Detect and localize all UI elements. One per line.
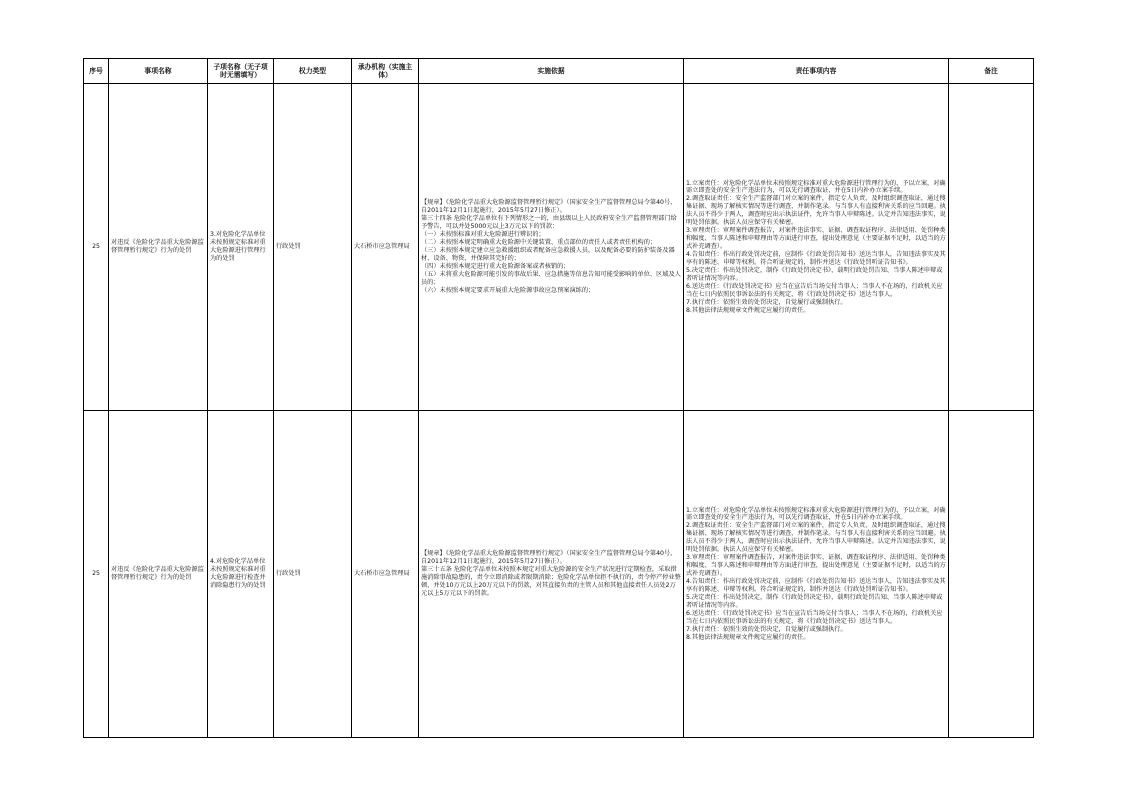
duty-line: 6.送达责任：《行政处罚决定书》应当在宣告后当场交付当事人；当事人不在场的，行政机关应当在七日内依照民事诉讼法的有关规定，将《行政处罚决定书》送达当事人。 xyxy=(686,282,943,298)
cell-item-name: 对违反《危险化学品重大危险源监督管理暂行规定》行为的处罚 xyxy=(109,84,208,411)
header-item-name: 事项名称 xyxy=(109,59,208,84)
cell-duty xyxy=(684,84,949,411)
basis-line: 第三十五条 危险化学品单位未按照本规定对重大危险源的安全生产状况进行定期检查，采取措施消除事故隐患的，责令立即消除或者限期消除；危险化学品单位拒不执行的，责令停产停业整顿，并处10万元以上20万元以下的罚款，对其直接负责的主管人员和其他直接责任人员处2万元以上5万元以下的罚款。 xyxy=(421,566,681,597)
header-power-type: 权力类型 xyxy=(274,59,352,84)
header-seq: 序号 xyxy=(84,59,109,84)
cell-power-type: 行政处罚 xyxy=(274,84,352,411)
basis-line: （一）未按照标准对重大危险源进行辨识的； xyxy=(421,231,545,239)
duty-line: 2.调查取证责任：安全生产监督部门对立案的案件，指定专人负责，及时组织调查取证，通过搜集证据、现场了解核实情况等进行调查，并制作笔录。与当事人有直接利害关系的应当回避。执法人员不得少于两人，调查时应出示执法证件，允许当事人申辩陈述。认定并告知违法事实，说明处罚依据。执法人员应保守有关秘密。 xyxy=(686,522,946,554)
header-row xyxy=(84,59,1034,84)
duty-line: 7.执行责任：依照生效的处罚决定，自觉履行或强制执行。 xyxy=(686,625,847,633)
duty-line: 5.决定责任：作出处罚决定，制作《行政处罚决定书》，载明行政处罚告知、当事人陈述申辩或者听证情况等内容。 xyxy=(686,593,943,609)
duty-line: 2.调查取证责任：安全生产监督部门对立案的案件，指定专人负责，及时组织调查取证，通过搜集证据、现场了解核实情况等进行调查，并制作笔录。与当事人有直接利害关系的应当回避。执法人员不得少于两人，调查时应出示执法证件，允许当事人申辩陈述。认定并告知违法事实，说明处罚依据。执法人员应保守有关秘密。 xyxy=(686,195,946,227)
header-basis: 实施依据 xyxy=(419,59,684,84)
cell-seq: 25 xyxy=(84,84,109,411)
header-sub-item: 子项名称（无子项时无需填写） xyxy=(208,59,274,84)
cell-remark xyxy=(949,84,1034,411)
cell-sub-item: 4.对危险化学品单位未按照规定标准对重大危险源进行检查并消除隐患行为的处罚 xyxy=(208,411,274,738)
cell-seq: 25 xyxy=(84,411,109,738)
duty-line: 3.审理责任：审理案件调查报告，对案件违法事实、证据、调查取证程序、法律适用、处罚种类和幅度、当事人陈述和申辩理由等方面进行审查，提出处理意见（主要证据不足时，以适当的方式补充调查）。 xyxy=(686,227,946,251)
table-row xyxy=(84,411,1034,738)
basis-line: （二）未按照本规定明确重大危险源中关键装置、重点部位的责任人或者责任机构的； xyxy=(421,239,657,247)
cell-organ: 大石桥市应急管理局 xyxy=(352,84,419,411)
duty-line: 7.执行责任：依照生效的处罚决定，自觉履行或强制执行。 xyxy=(686,298,847,306)
duty-line: 1.立案责任：对危险化学品单位未按照规定标准对重大危险源进行管理行为的，予以立案，对确需立即查处的安全生产违法行为，可以先行调查取证，并在5日内补办立案手续。 xyxy=(686,506,946,522)
cell-basis xyxy=(419,84,684,411)
duty-line: 4.告知责任：作出行政处罚决定前，应制作《行政处罚告知书》送达当事人，告知违法事实及其享有的陈述、申辩等权利。符合听证规定的，制作并送达《行政处罚听证告知书》。 xyxy=(686,250,946,266)
cell-power-type: 行政处罚 xyxy=(274,411,352,738)
power-list-table xyxy=(83,58,1034,738)
basis-line: （六）未按照本规定要求开展重大危险源事故应急预案演练的； xyxy=(421,286,595,294)
header-organ: 承办机构（实施主体） xyxy=(352,59,419,84)
cell-duty xyxy=(684,411,949,738)
duty-line: 8.其他法律法规规章文件规定应履行的责任。 xyxy=(686,633,810,641)
duty-line: 6.送达责任：《行政处罚决定书》应当在宣告后当场交付当事人；当事人不在场的，行政机关应当在七日内依照民事诉讼法的有关规定，将《行政处罚决定书》送达当事人。 xyxy=(686,609,943,625)
header-remark: 备注 xyxy=(949,59,1034,84)
header-duty: 责任事项内容 xyxy=(684,59,949,84)
duty-line: 4.告知责任：作出行政处罚决定前，应制作《行政处罚告知书》送达当事人，告知违法事实及其享有的陈述、申辩等权利。符合听证规定的，制作并送达《行政处罚听证告知书》。 xyxy=(686,577,946,593)
cell-sub-item: 3.对危险化学品单位未按照规定标准对重大危险源进行管理行为的处罚 xyxy=(208,84,274,411)
duty-line: 8.其他法律法规规章文件规定应履行的责任。 xyxy=(686,306,810,314)
cell-item-name: 对违反《危险化学品重大危险源监督管理暂行规定》行为的处罚 xyxy=(109,411,208,738)
cell-basis xyxy=(419,411,684,738)
basis-line: （三）未按照本规定建立应急救援组织或者配备应急救援人员，以及配备必要的防护装备及器材、设备、物资，并保障其完好的； xyxy=(421,247,675,262)
duty-line: 3.审理责任：审理案件调查报告，对案件违法事实、证据、调查取证程序、法律适用、处罚种类和幅度、当事人陈述和申辩理由等方面进行审查，提出处理意见（主要证据不足时，以适当的方式补充调查）。 xyxy=(686,554,946,578)
cell-remark xyxy=(949,411,1034,738)
basis-line: 第三十四条 危险化学品单位有下列情形之一的，由县级以上人民政府安全生产监督管理部门给予警告，可以并处5000元以上3万元以下的罚款： xyxy=(421,215,677,231)
basis-line: （四）未按照本规定进行重大危险源备案或者核销的； xyxy=(421,262,570,270)
cell-organ: 大石桥市应急管理局 xyxy=(352,411,419,738)
table-row xyxy=(84,84,1034,411)
basis-line: 【规章】《危险化学品重大危险源监督管理暂行规定》（国家安全生产监督管理总局令第40号，自2011年12月1日起施行，2015年5月27日修正）。 xyxy=(421,199,677,215)
duty-line: 5.决定责任：作出处罚决定，制作《行政处罚决定书》，载明行政处罚告知、当事人陈述申辩或者听证情况等内容。 xyxy=(686,266,943,282)
duty-line: 1.立案责任：对危险化学品单位未按照规定标准对重大危险源进行管理行为的，予以立案，对确需立即查处的安全生产违法行为，可以先行调查取证，并在5日内补办立案手续。 xyxy=(686,179,946,195)
basis-line: （五）未将重大危险源可能引发的事故后果、应急措施等信息告知可能受影响的单位、区域及人员的； xyxy=(421,270,681,286)
basis-line: 【规章】《危险化学品重大危险源监督管理暂行规定》（国家安全生产监督管理总局令第40号，自2011年12月1日起施行，2015年5月27日修正）。 xyxy=(421,550,677,566)
